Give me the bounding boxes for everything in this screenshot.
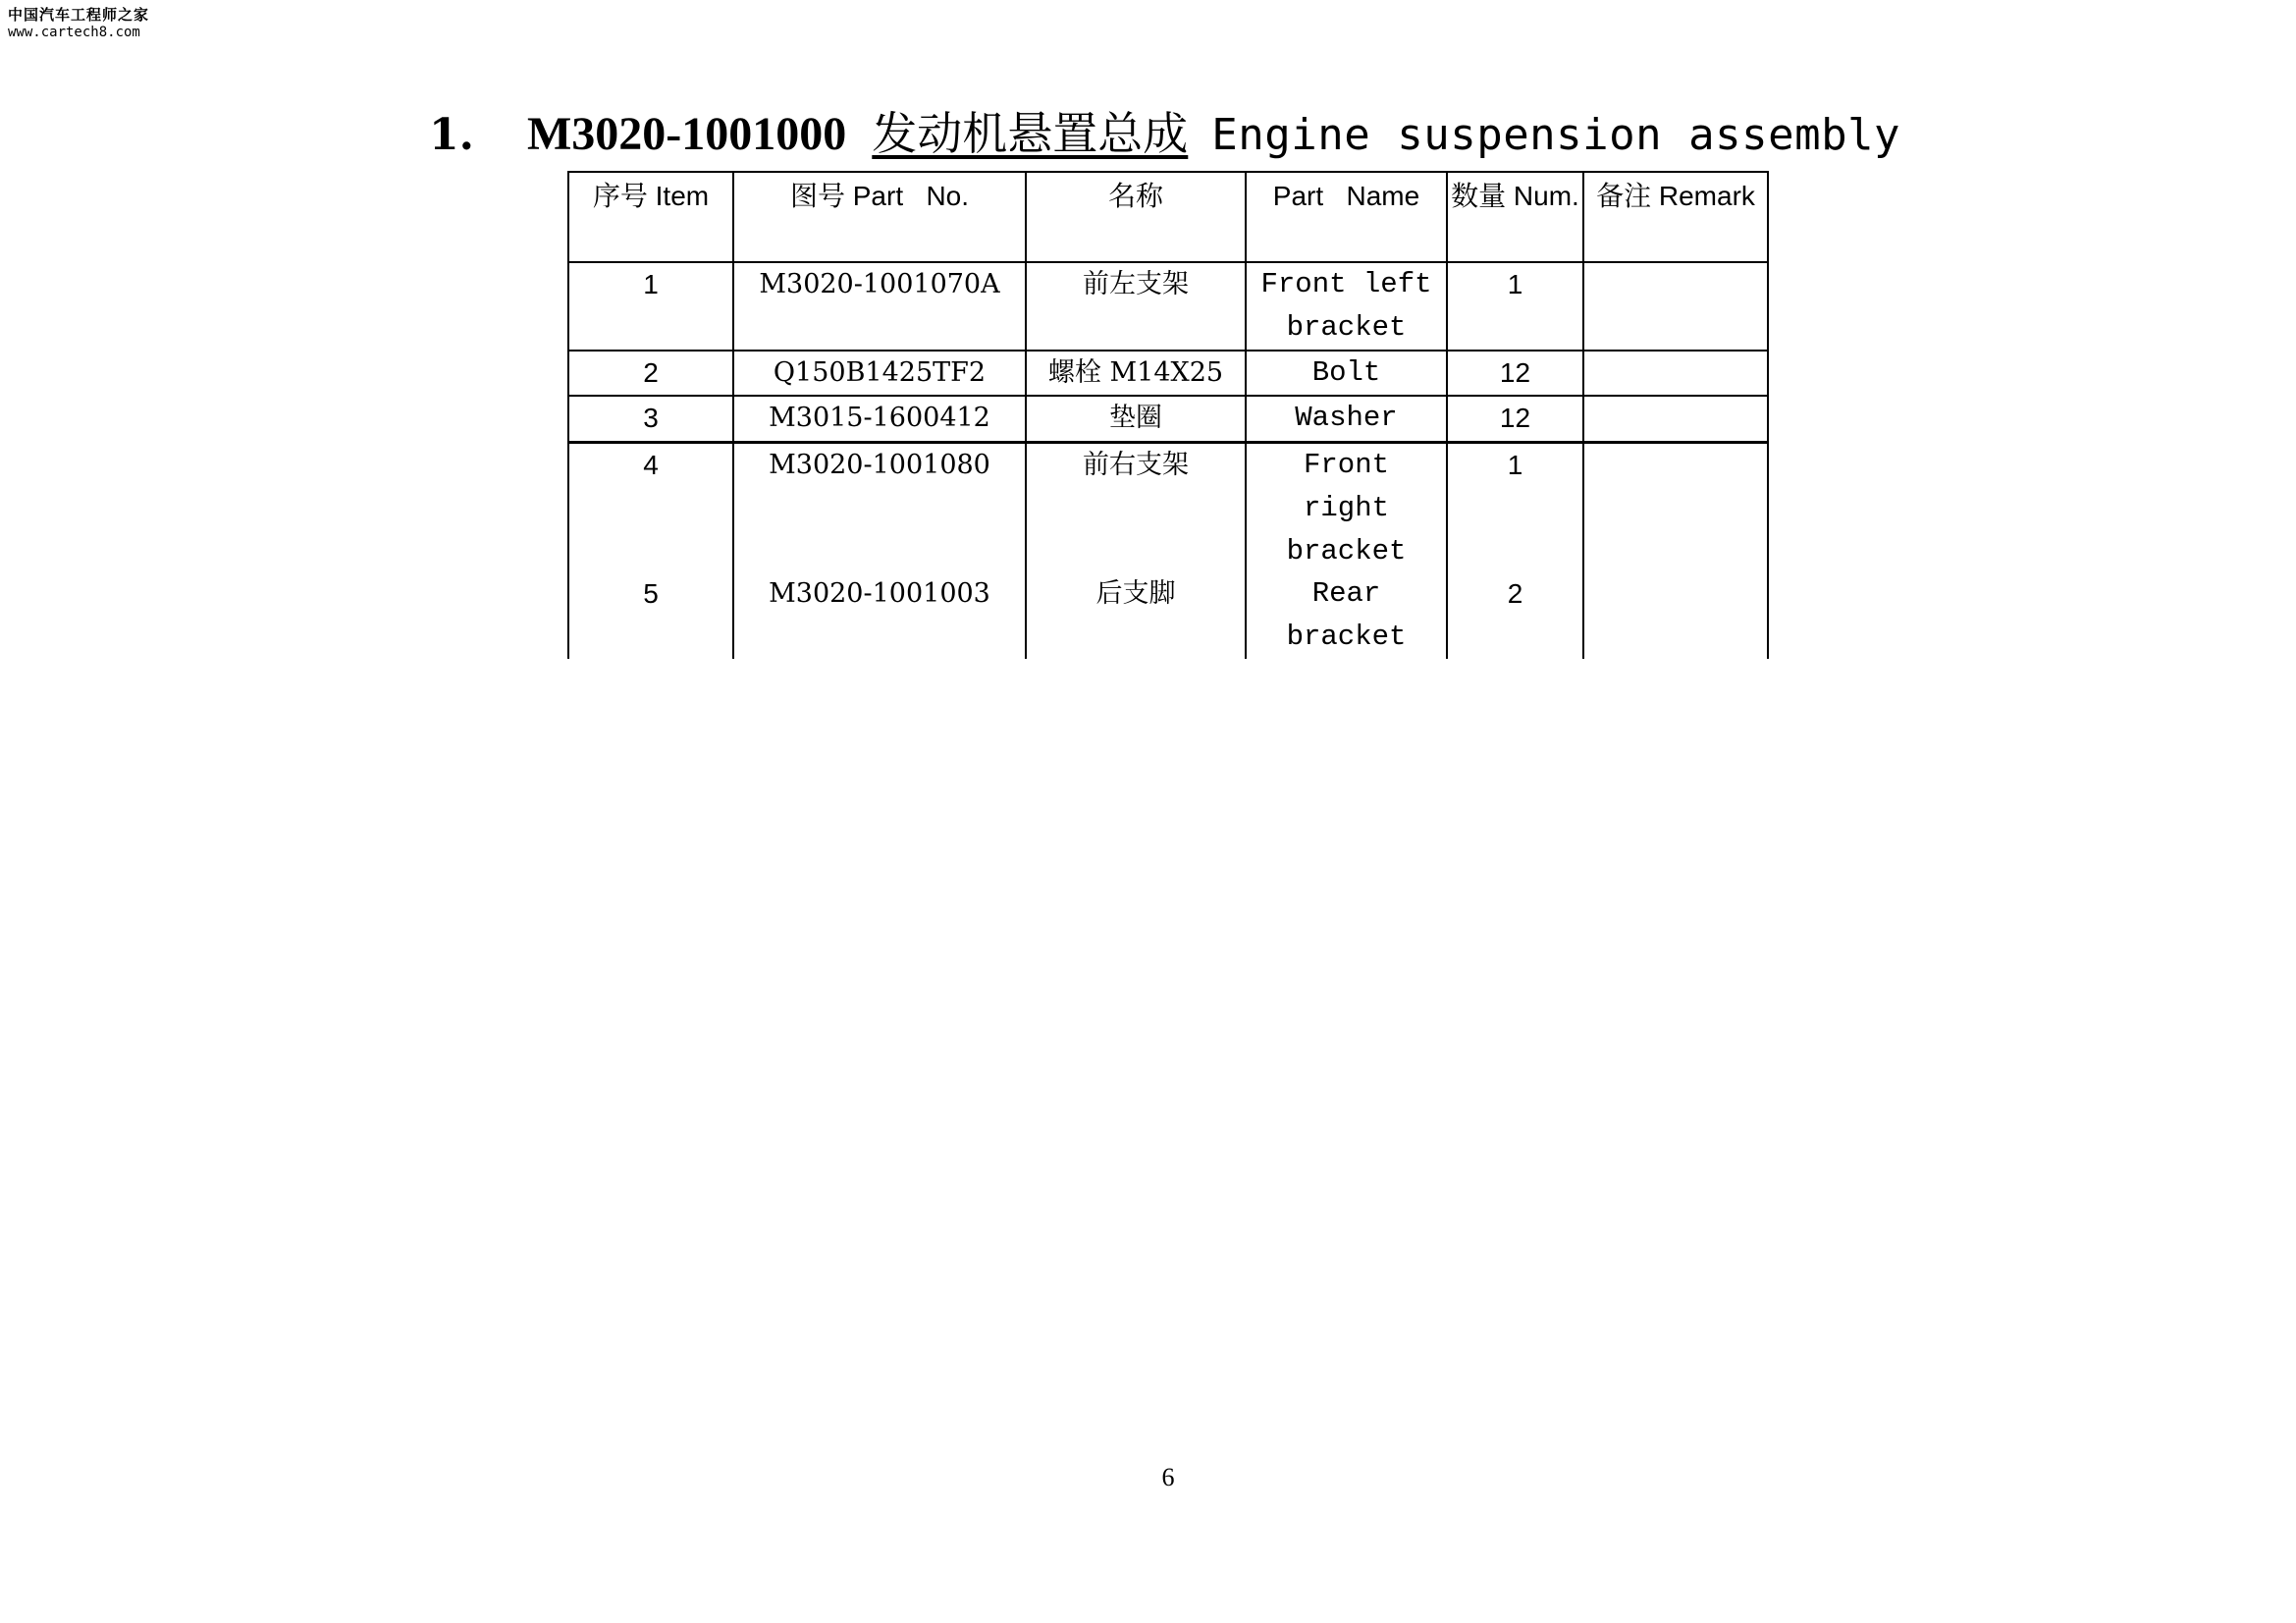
table-row	[567, 397, 1769, 444]
cell-remark	[1582, 444, 1769, 572]
cell-num: 12	[1446, 397, 1582, 441]
assembly-name-cn: 发动机悬置总成	[872, 107, 1189, 160]
cell-item: 1	[567, 263, 732, 350]
section-number: 1.	[429, 110, 474, 160]
cell-name-en: Front left bracket	[1245, 263, 1446, 350]
cell-num: 2	[1446, 572, 1582, 659]
cell-name-cn: 螺栓 M14X25	[1025, 352, 1245, 395]
cell-part-no: M3020-1001003	[732, 572, 1025, 659]
watermark-site-name: 中国汽车工程师之家	[8, 6, 150, 24]
cell-remark	[1582, 397, 1769, 441]
table-header-row	[567, 171, 1769, 263]
cell-name-en: Front right bracket	[1245, 444, 1446, 572]
cell-name-cn: 垫圈	[1025, 397, 1245, 441]
cell-name-en: Bolt	[1245, 352, 1446, 395]
header-remark: 备注 Remark	[1582, 173, 1769, 261]
cell-item: 4	[567, 444, 732, 572]
cell-part-no: M3015-1600412	[732, 397, 1025, 441]
cell-num: 1	[1446, 263, 1582, 350]
header-name-cn: 名称	[1025, 173, 1245, 261]
cell-name-cn: 后支脚	[1025, 572, 1245, 659]
watermark-url: www.cartech8.com	[8, 24, 140, 40]
header-part-no: 图号 Part No.	[732, 173, 1025, 261]
cell-name-en: Rear bracket	[1245, 572, 1446, 659]
table-row	[567, 572, 1769, 659]
cell-item: 2	[567, 352, 732, 395]
cell-part-no: Q150B1425TF2	[732, 352, 1025, 395]
cell-item: 3	[567, 397, 732, 441]
cell-remark	[1582, 572, 1769, 659]
cell-name-en: Washer	[1245, 397, 1446, 441]
parts-table	[567, 171, 1769, 659]
header-num: 数量 Num.	[1446, 173, 1582, 261]
table-row	[567, 263, 1769, 352]
cell-name-cn: 前左支架	[1025, 263, 1245, 350]
header-name-en: Part Name	[1245, 173, 1446, 261]
cell-remark	[1582, 352, 1769, 395]
section-heading	[429, 98, 1900, 163]
cell-part-no: M3020-1001080	[732, 444, 1025, 572]
cell-num: 1	[1446, 444, 1582, 572]
table-row	[567, 352, 1769, 397]
header-item: 序号 Item	[567, 173, 732, 261]
cell-num: 12	[1446, 352, 1582, 395]
cell-part-no: M3020-1001070A	[732, 263, 1025, 350]
assembly-name-en: Engine suspension assembly	[1211, 110, 1901, 160]
cell-name-cn: 前右支架	[1025, 444, 1245, 572]
cell-item: 5	[567, 572, 732, 659]
assembly-part-number: M3020-1001000	[527, 108, 847, 160]
table-row	[567, 444, 1769, 572]
watermark	[8, 6, 149, 41]
cell-remark	[1582, 263, 1769, 350]
page-number: 6	[1161, 1463, 1175, 1491]
